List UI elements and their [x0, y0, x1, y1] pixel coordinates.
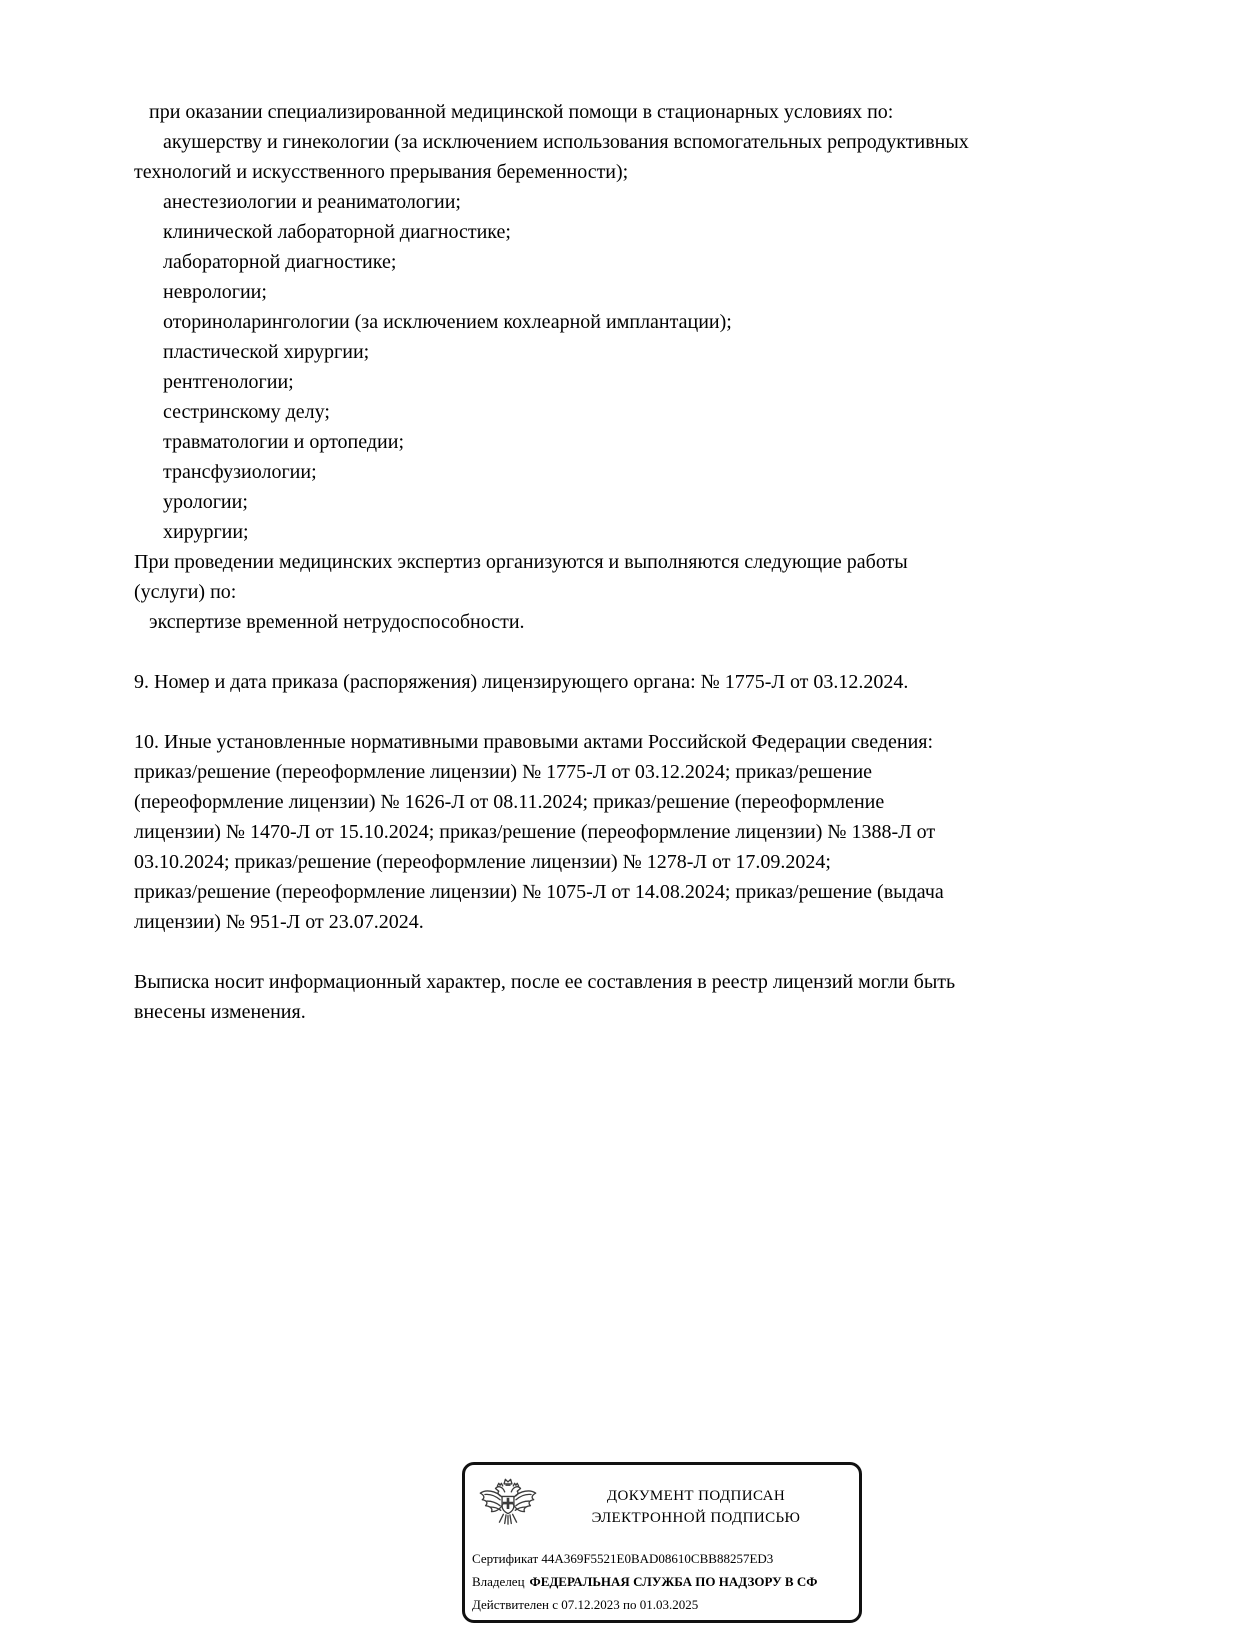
text-line: (услуги) по:: [134, 581, 237, 603]
text-line: неврологии;: [163, 281, 267, 303]
text-line: урологии;: [163, 491, 248, 513]
document-body: [134, 97, 1220, 1027]
text-line: трансфузиологии;: [163, 461, 317, 483]
stamp-title-line2: ЭЛЕКТРОННОЙ ПОДПИСЬЮ: [591, 1510, 801, 1526]
text-line: травматологии и ортопедии;: [163, 431, 405, 453]
text-line: лицензии) № 951-Л от 23.07.2024.: [134, 911, 424, 933]
text-line: приказ/решение (переоформление лицензии) № 1075-Л от 14.08.2024; приказ/решение (выдача: [134, 881, 944, 903]
blank-line: [134, 937, 1220, 967]
text-line: приказ/решение (переоформление лицензии) № 1775-Л от 03.12.2024; приказ/решение: [134, 761, 873, 783]
text-line: сестринскому делу;: [163, 401, 330, 423]
electronic-signature-stamp: [462, 1462, 862, 1623]
stamp-details: [472, 1547, 859, 1616]
text-line: пластической хирургии;: [163, 341, 370, 363]
text-line: оториноларингологии (за исключением кохлеарной имплантации);: [163, 311, 732, 333]
order-number-line: 9. Номер и дата приказа (распоряжения) лицензирующего органа: № 1775-Л от 03.12.2024.: [134, 671, 909, 693]
disclaimer-line: Выписка носит информационный характер, после ее составления в реестр лицензий могли быть: [134, 971, 956, 993]
text-line: клинической лабораторной диагностике;: [163, 221, 511, 243]
owner-line: [472, 1570, 859, 1593]
certificate-line: Сертификат 44A369F5521E0BAD08610CBB88257ED3: [472, 1551, 774, 1566]
text-line: при оказании специализированной медицинской помощи в стационарных условиях по:: [149, 101, 894, 123]
text-line: (переоформление лицензии) № 1626-Л от 08.11.2024; приказ/решение (переоформление: [134, 791, 885, 813]
text-line: лицензии) № 1470-Л от 15.10.2024; приказ/решение (переоформление лицензии) № 1388-Л от: [134, 821, 936, 843]
blank-line: [134, 697, 1220, 727]
text-line: анестезиологии и реаниматологии;: [163, 191, 461, 213]
owner-value: ФЕДЕРАЛЬНАЯ СЛУЖБА ПО НАДЗОРУ В СФ: [529, 1574, 818, 1589]
text-line: 10. Иные установленные нормативными правовыми актами Российской Федерации сведения:: [134, 731, 934, 753]
disclaimer-line: внесены изменения.: [134, 1001, 306, 1023]
roszdravnadzor-eagle-icon: [475, 1476, 541, 1542]
blank-line: [134, 637, 1220, 667]
validity-line: Действителен с 07.12.2023 по 01.03.2025: [472, 1597, 699, 1612]
text-line: акушерству и гинекологии (за исключением использования вспомогательных репродуктивных: [163, 131, 969, 153]
text-line: лабораторной диагностике;: [163, 251, 397, 273]
text-line: 03.10.2024; приказ/решение (переоформление лицензии) № 1278-Л от 17.09.2024;: [134, 851, 831, 873]
text-line: рентгенологии;: [163, 371, 294, 393]
owner-label: Владелец: [472, 1574, 525, 1589]
text-line: технологий и искусственного прерывания беременности);: [134, 161, 629, 183]
text-line: экспертизе временной нетрудоспособности.: [149, 611, 525, 633]
stamp-title-line1: ДОКУМЕНТ ПОДПИСАН: [606, 1488, 786, 1504]
text-line: При проведении медицинских экспертиз организуются и выполняются следующие работы: [134, 551, 908, 573]
text-line: хирургии;: [163, 521, 249, 543]
stamp-title: [543, 1485, 849, 1529]
